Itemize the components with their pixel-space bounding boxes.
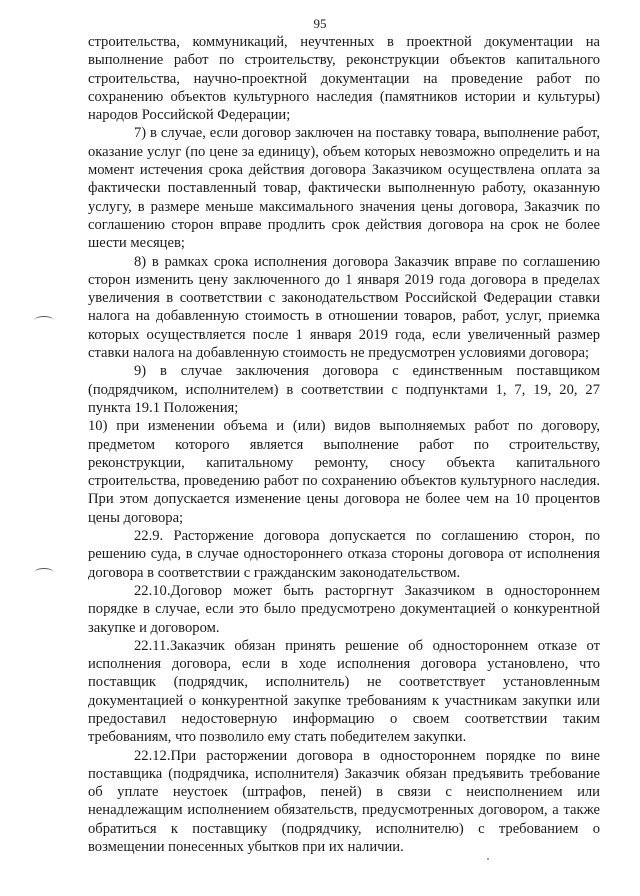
document-body xyxy=(88,33,600,856)
paragraph-continuation: строительства, коммуникаций, неучтенных в проектной документации на выполнение работ по строительству, реконструкции объектов капитального строительства, научно-проектной документации на проведение работ по сохранению объектов культурного наследия (памятников истории и культуры) народов Российской Федерации; xyxy=(88,34,600,124)
paragraph-item-7: 7) в случае, если договор заключен на поставку товара, выполнение работ, оказание услуг (по цене за единицу), объем которых невозможно определить и на момент истечения срока действия договора Заказчиком осуществлена оплата за фактически поставленный товар, фактически выполненную работу, оказанную услугу, в размере меньше максимального значения цены договора, Заказчик по соглашению сторон вправе продлить срок действия договора на срок не более шести месяцев; xyxy=(88,125,600,252)
paragraph-item-9: 9) в случае заключения договора с единственным поставщиком (подрядчиком, исполнителем) в соответствии с подпунктами 1, 7, 19, 20, 27 пункта 19.1 Положения; xyxy=(88,363,600,416)
paragraph-22-9: 22.9. Расторжение договора допускается по соглашению сторон, по решению суда, в случае одностороннего отказа стороны договора от исполнения договора в соответствии с гражданским законодательством. xyxy=(88,528,600,581)
scan-edge-mark xyxy=(34,568,54,577)
paragraph-22-11: 22.11.Заказчик обязан принять решение об одностороннем отказе от исполнения договора, если в ходе исполнения договора установлено, что поставщик (подрядчик, исполнитель) не соответствует установленным документацией о конкурентной закупке требованиям к участникам закупки или предоставил недостоверную информацию о своем соответствии таким требованиям, что позволило ему стать победителем закупки. xyxy=(88,637,600,746)
paragraph-item-8: 8) в рамках срока исполнения договора Заказчик вправе по соглашению сторон изменить цену заключенного до 1 января 2019 года договора в пределах увеличения в соответствии с законодательством Российской Федерации ставки налога на добавленную стоимость в отношении товаров, работ, услуг, приемка которых осуществляется после 1 января 2019 года, если увеличенный размер ставки налога на добавленную стоимость не предусмотрен условиями договора; xyxy=(88,253,600,362)
scan-speck xyxy=(487,858,489,860)
paragraph-item-10: 10) при изменении объема и (или) видов выполняемых работ по договору, предметом которого является выполнение работ по строительству, реконструкции, капитальному ремонту, сносу объекта капитального строительства, проведению работ по сохранению объектов культурного наследия. При этом допускается изменение цены договора не более чем на 10 процентов цены договора; xyxy=(88,418,600,526)
scan-edge-mark xyxy=(34,316,54,325)
page-number: 95 xyxy=(313,16,327,31)
paragraph-22-12: 22.12.При расторжении договора в одностороннем порядке по вине поставщика (подрядчика, исполнителя) Заказчик обязан предъявить требование об уплате неустоек (штрафов, пеней) в связи с неисполнением или ненадлежащим исполнением обязательств, предусмотренных договором, а также обратиться к поставщику (подрядчику, исполнителю) с требованием о возмещении понесенных убытков при их наличии. xyxy=(88,747,600,856)
paragraph-22-10: 22.10.Договор может быть расторгнут Заказчиком в одностороннем порядке в случае, если это было предусмотрено документацией о конкурентной закупке и договором. xyxy=(88,582,600,636)
